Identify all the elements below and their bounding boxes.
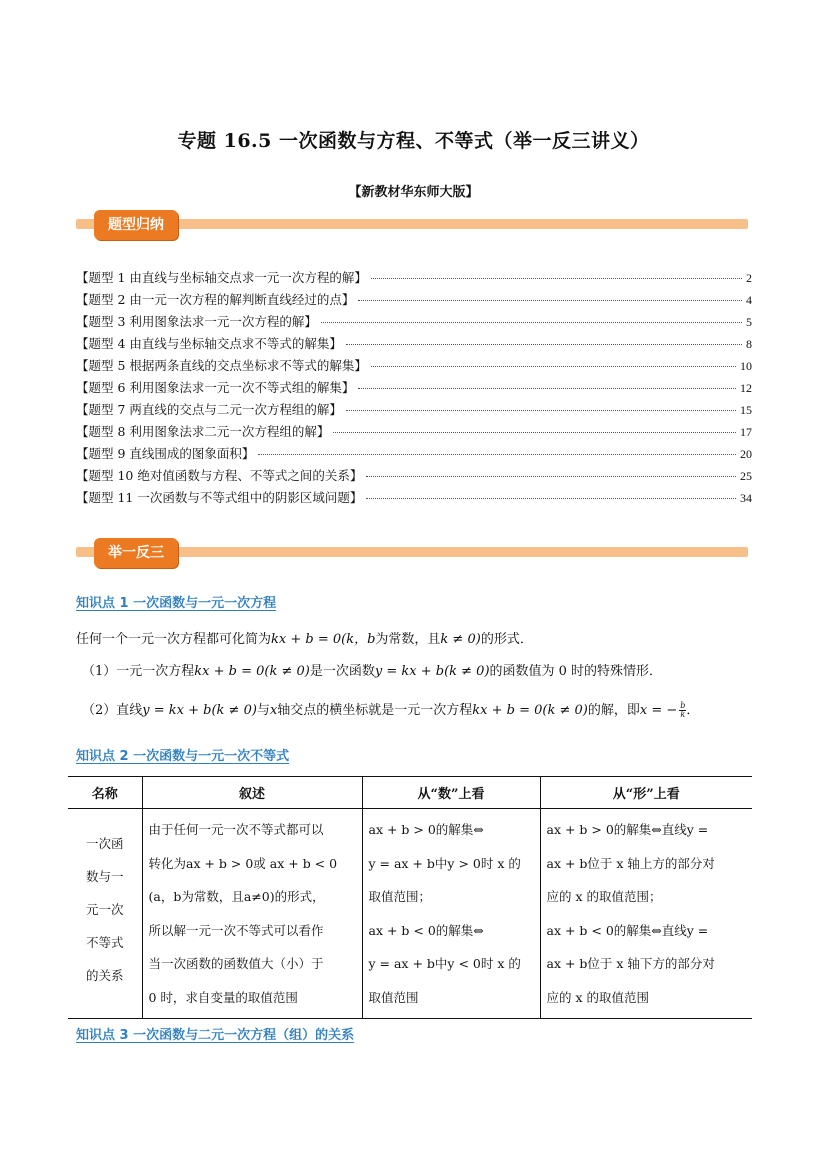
toc-item-label: 【题型 3 利用图象法求一元一次方程的解】 bbox=[76, 314, 317, 329]
kp1-p2-x: x bbox=[269, 703, 278, 718]
kp1-intro-text-a: 任何一个一元一次方程都可化简为 bbox=[76, 632, 272, 647]
toc-item-page: 2 bbox=[746, 271, 752, 285]
toc-item-page: 10 bbox=[740, 359, 752, 373]
toc-item[interactable] bbox=[76, 290, 752, 312]
toc-item-label: 【题型 5 根据两条直线的交点坐标求不等式的解集】 bbox=[76, 358, 367, 373]
kp1-point-1 bbox=[82, 660, 662, 679]
toc-leader-dots bbox=[333, 432, 736, 433]
toc-item[interactable] bbox=[76, 268, 752, 290]
knowledge-point-3-heading: 知识点 3 一次函数与二元一次方程（组）的关系 bbox=[76, 1028, 355, 1043]
toc-item-label: 【题型 6 利用图象法求一元一次不等式组的解集】 bbox=[76, 380, 355, 395]
table-header-number-view: 从“数”上看 bbox=[362, 777, 540, 809]
toc-item[interactable] bbox=[76, 356, 752, 378]
section-tab-summary: 题型归纳 bbox=[94, 210, 178, 240]
table-header-shape-view: 从“形”上看 bbox=[540, 777, 752, 809]
toc-leader-dots bbox=[346, 410, 736, 411]
toc-leader-dots bbox=[366, 498, 736, 499]
knowledge-point-2-heading: 知识点 2 一次函数与一元一次不等式 bbox=[76, 749, 290, 764]
toc-leader-dots bbox=[371, 366, 736, 367]
table-cell-description: 由于任何一元一次不等式都可以 转化为ax + b > 0或 ax + b < 0 (a，b为常数，且a≠0)的形式， 所以解一元一次不等式可以看作 当一次函数的函数值大（小）于 0 时，求自变量的取值范围 bbox=[142, 809, 362, 1019]
toc-leader-dots bbox=[358, 388, 736, 389]
toc-item-label: 【题型 11 一次函数与不等式组中的阴影区域问题】 bbox=[76, 490, 363, 505]
toc-leader-dots bbox=[258, 454, 736, 455]
toc-item-label: 【题型 8 利用图象法求二元一次方程组的解】 bbox=[76, 424, 330, 439]
toc-item-label: 【题型 9 直线围成的图象面积】 bbox=[76, 446, 255, 461]
section-tab-practice: 举一反三 bbox=[94, 538, 178, 568]
toc-item[interactable] bbox=[76, 334, 752, 356]
kp1-intro-text-b: 为常数，且 bbox=[375, 632, 441, 647]
toc-item-label: 【题型 1 由直线与坐标轴交点求一元一次方程的解】 bbox=[76, 270, 367, 285]
toc-item-page: 25 bbox=[740, 469, 752, 483]
toc-item-label: 【题型 7 两直线的交点与二元一次方程组的解】 bbox=[76, 402, 342, 417]
page-title: 专题 16.5 一次函数与方程、不等式（举一反三讲义） bbox=[177, 130, 650, 152]
toc-item[interactable] bbox=[76, 422, 752, 444]
table-cell-shape-view: ax + b > 0的解集⇔直线y = ax + b位于 x 轴上方的部分对 应的 x 的取值范围； ax + b < 0的解集⇔直线y = ax + b位于 x 轴下方的部分对 应的 x 的取值范围 bbox=[540, 809, 752, 1019]
kp1-p1-function: y = kx + b(k ≠ 0) bbox=[374, 664, 490, 679]
kp1-p2-text-b: 与 bbox=[256, 703, 270, 718]
toc-item-label: 【题型 10 绝对值函数与方程、不等式之间的关系】 bbox=[76, 468, 363, 483]
toc-item[interactable] bbox=[76, 378, 752, 400]
table-cell-number-view: ax + b > 0的解集⇔ y = ax + b中y > 0时 x 的 取值范围； ax + b < 0的解集⇔ y = ax + b中y < 0时 x 的 取值范围 bbox=[362, 809, 540, 1019]
table-header-description: 叙述 bbox=[142, 777, 362, 809]
kp1-p2-function: y = kx + b(k ≠ 0) bbox=[142, 703, 257, 718]
toc-item-page: 4 bbox=[746, 293, 752, 307]
toc-item-label: 【题型 2 由一元一次方程的解判断直线经过的点】 bbox=[76, 292, 355, 307]
toc-item[interactable] bbox=[76, 488, 752, 510]
section-bar-practice bbox=[76, 538, 748, 568]
knowledge-point-1-heading: 知识点 1 一次函数与一元一次方程 bbox=[76, 596, 277, 611]
kp1-p2-text-c: 轴交点的横坐标就是一元一次方程 bbox=[277, 703, 473, 718]
fraction-numerator: b bbox=[680, 701, 686, 710]
kp1-intro-condition: k ≠ 0) bbox=[440, 632, 481, 647]
kp1-p2-solution: x = − bbox=[639, 703, 678, 718]
kp1-intro-text-c: 的形式． bbox=[480, 632, 533, 647]
fraction-denominator: k bbox=[680, 710, 686, 719]
toc-item-page: 12 bbox=[740, 381, 752, 395]
toc-item[interactable] bbox=[76, 400, 752, 422]
toc-item-page: 20 bbox=[740, 447, 752, 461]
toc-leader-dots bbox=[371, 278, 742, 279]
toc-item[interactable] bbox=[76, 312, 752, 334]
toc-item-page: 15 bbox=[740, 403, 752, 417]
section-bar-summary bbox=[76, 210, 748, 240]
table-row bbox=[68, 809, 752, 1019]
kp1-intro bbox=[76, 628, 533, 647]
kp1-p2-text-a: （2）直线 bbox=[82, 703, 143, 718]
kp1-p1-text-b: 是一次函数 bbox=[309, 664, 375, 679]
toc-item-page: 17 bbox=[740, 425, 752, 439]
kp1-p1-text-a: （1）一元一次方程 bbox=[82, 664, 195, 679]
kp1-p2-end: ． bbox=[686, 703, 700, 718]
kp1-p2-text-d: 的解，即 bbox=[587, 703, 640, 718]
toc-item[interactable] bbox=[76, 466, 752, 488]
toc-leader-dots bbox=[358, 300, 742, 301]
toc-leader-dots bbox=[321, 322, 742, 323]
table-of-contents bbox=[76, 268, 752, 510]
toc-leader-dots bbox=[346, 344, 742, 345]
kp1-p2-equation: kx + b = 0(k ≠ 0) bbox=[472, 703, 588, 718]
kp1-p1-equation: kx + b = 0(k ≠ 0) bbox=[194, 664, 310, 679]
kp1-intro-equation: kx + b = 0(k，b bbox=[271, 632, 376, 647]
toc-item[interactable] bbox=[76, 444, 752, 466]
toc-item-page: 5 bbox=[746, 315, 752, 329]
table-cell-name: 一次函 数与一 元一次 不等式 的关系 bbox=[68, 809, 142, 1019]
toc-item-label: 【题型 4 由直线与坐标轴交点求不等式的解集】 bbox=[76, 336, 342, 351]
knowledge-table bbox=[68, 776, 752, 1019]
kp1-point-2 bbox=[82, 699, 699, 719]
table-header-row bbox=[68, 777, 752, 809]
edition-subtitle: 【新教材华东师大版】 bbox=[348, 185, 479, 200]
toc-item-page: 34 bbox=[740, 491, 752, 505]
toc-leader-dots bbox=[366, 476, 736, 477]
toc-item-page: 8 bbox=[746, 337, 752, 351]
kp1-p1-text-c: 的函数值为 0 时的特殊情形． bbox=[489, 664, 663, 679]
table-header-name: 名称 bbox=[68, 777, 142, 809]
